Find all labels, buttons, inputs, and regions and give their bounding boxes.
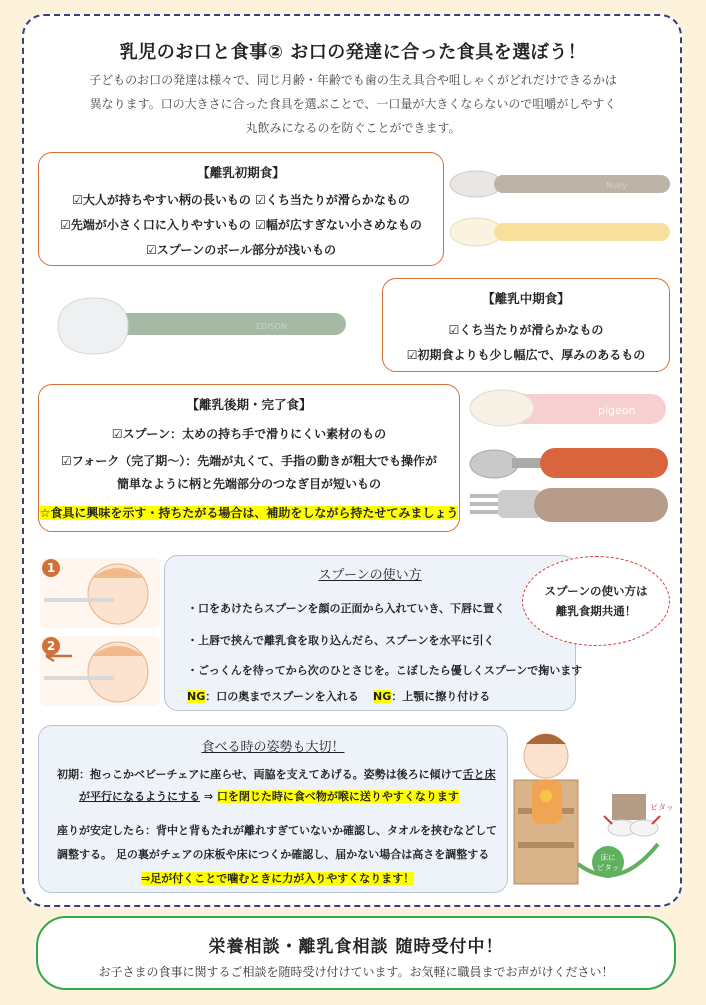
consultation-banner <box>36 916 676 990</box>
posture-stable-line: 座りが安定したら：背中と背もたれが離れすぎていないか確認し、タオルを挟むなどして <box>57 824 497 837</box>
middle-spoon-image <box>56 296 352 356</box>
spoon-howto-box <box>164 555 583 711</box>
yellow-spoon-icon <box>450 218 670 246</box>
howto-step: ・上唇で挟んで離乳食を取り込んだら、スプーンを水平に引く <box>187 634 495 647</box>
step-number-badge: 2 <box>42 637 60 655</box>
gray-spoon-icon <box>450 171 670 197</box>
orange-spoon-icon <box>470 448 668 478</box>
spoon-brand-label: pigeon <box>598 404 636 417</box>
howto-step: ・口をあけたらスプーンを顔の正面から入れていき、下唇に置く <box>187 602 506 615</box>
floor-label: 床に <box>600 853 616 862</box>
late-stage-line: ☑フォーク（完了期～）：先端が丸くて、手指の動きが粗大でも操作が <box>61 454 437 468</box>
spoon-brand-label: Nuby <box>606 181 627 190</box>
consultation-title: 栄養相談・離乳食相談 随時受付中！ <box>208 937 504 957</box>
posture-stable-line: 調整する。 足の裏がチェアの床板や床につくか確認し、届かない場合は高さを調整する <box>57 848 490 861</box>
early-stage-line: ☑先端が小さく口に入りやすいもの ☑幅が広すぎない小さめなもの <box>60 218 422 232</box>
posture-stable-note: ⇒足が付くことで噛むときに力が入りやすくなります！ <box>141 872 415 885</box>
posture-box <box>38 725 508 893</box>
baby-in-chair-icon <box>514 734 578 884</box>
early-spoons-image <box>446 166 676 256</box>
intro-text: 子どものお口の発達は様々で、同じ月齢・年齢でも歯の生え具合や咀しゃくがどれだけできるかは 異なります。口の大きさに合った食具を選ぶことで、一口量が大きくならないので咀嚼がしやすく 丸飲みになるのを防ぐことができます。 <box>89 73 617 135</box>
ng-item-1: NG：口の奥までスプーンを入れる <box>187 690 359 703</box>
early-stage-box <box>38 152 444 266</box>
posture-heading: 食べる時の姿勢も大切！ <box>201 740 345 755</box>
posture-early-line: が平行になるようにする ⇒ 口を閉じた時に食べ物が喉に送りやすくなります <box>79 790 459 803</box>
high-chair-illustration <box>508 724 680 890</box>
howto-heading: スプーンの使い方 <box>318 568 422 583</box>
feet-on-floor-icon <box>578 794 674 878</box>
late-stage-heading: 【離乳後期・完了食】 <box>186 397 312 412</box>
late-stage-line: ☑スプーン：太めの持ち手で滑りにくい素材のもの <box>111 427 387 441</box>
middle-stage-box <box>382 278 670 372</box>
spoon-feeding-illustration <box>38 556 162 710</box>
consultation-subtitle: お子さまの食事に関するご相談を随時受け付けています。お気軽に職員までお声がけください！ <box>98 965 614 979</box>
posture-early-line: 初期：抱っこかベビーチェアに座らせ、両脇を支えてあげる。姿勢は後ろに傾けて舌と床 <box>57 768 496 781</box>
step-number-badge: 1 <box>42 559 60 577</box>
late-spoons-image <box>468 386 676 528</box>
floor-label: ピタッ <box>596 863 620 872</box>
ng-item-2: NG：上顎に擦り付ける <box>373 690 491 703</box>
common-note-bubble: スプーンの使い方は 離乳食期共通！ <box>522 556 670 646</box>
pink-spoon-icon <box>470 390 666 426</box>
early-stage-heading: 【離乳初期食】 <box>197 165 285 180</box>
late-stage-box <box>38 384 460 532</box>
early-stage-line: ☑スプーンのボール部分が浅いもの <box>146 243 336 257</box>
early-stage-line: ☑大人が持ちやすい柄の長いもの ☑くち当たりが滑らかなもの <box>72 193 410 207</box>
pitatto-label: ピタッ <box>650 803 674 812</box>
fork-icon <box>470 488 668 522</box>
late-stage-note: ☆食具に興味を示す・持ちたがる場合は、補助をしながら持たせてみましょう <box>39 506 459 520</box>
middle-stage-line: ☑初期食よりも少し幅広で、厚みのあるもの <box>406 348 646 362</box>
middle-stage-line: ☑くち当たりが滑らかなもの <box>448 323 604 337</box>
middle-stage-heading: 【離乳中期食】 <box>482 291 570 306</box>
spoon-brand-label: EDISON <box>256 322 287 331</box>
page-title: 乳児のお口と食事② お口の発達に合った食具を選ぼう！ <box>119 42 587 63</box>
howto-step: ・ごっくんを待ってから次のひとさじを。こぼしたら優しくスプーンで掬います <box>187 664 583 677</box>
late-stage-line: 簡単なように柄と先端部分のつなぎ目が短いもの <box>116 477 381 491</box>
